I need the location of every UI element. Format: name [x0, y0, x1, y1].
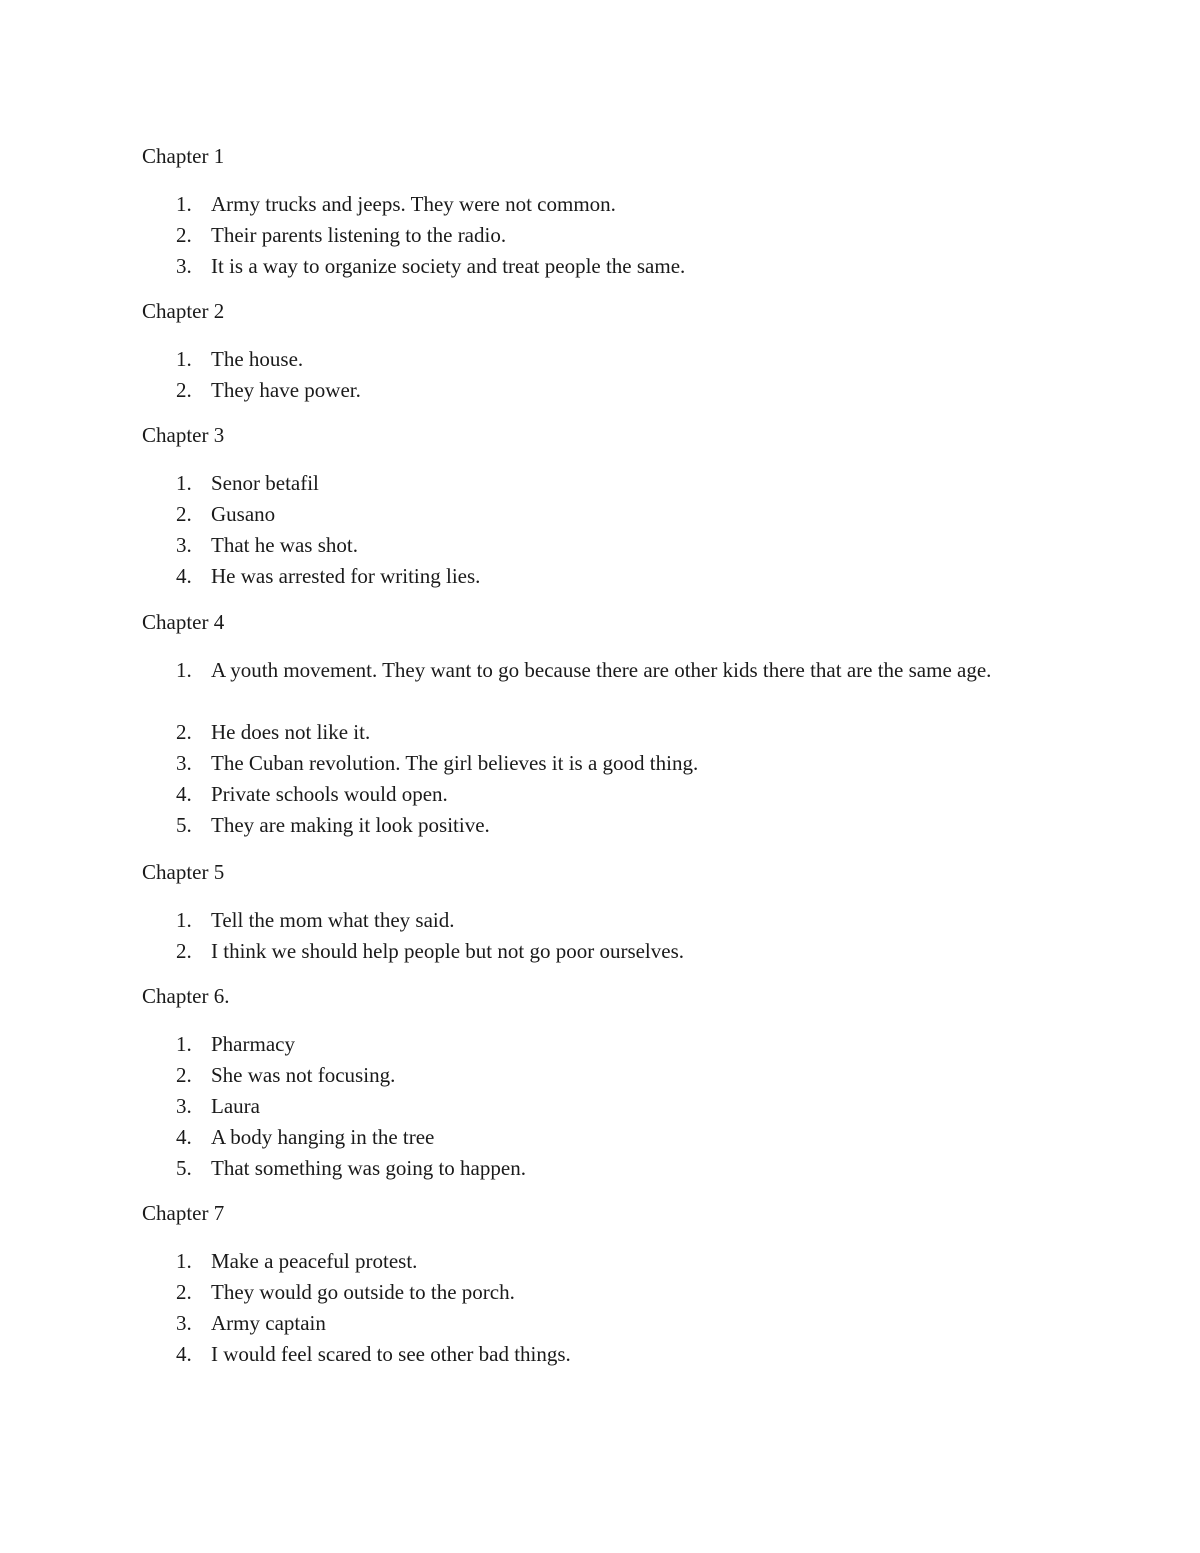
item-text: Senor betafil — [211, 471, 319, 495]
item-text: They have power. — [211, 378, 361, 402]
item-number: 1. — [176, 1032, 192, 1056]
item-text: The house. — [211, 347, 304, 371]
chapter-heading: Chapter 2 — [142, 299, 225, 323]
item-text: A youth movement. They want to go because there are other kids there that are the same age. — [211, 658, 992, 682]
item-number: 2. — [176, 1280, 192, 1304]
item-number: 3. — [176, 533, 192, 557]
item-text: They are making it look positive. — [211, 813, 490, 837]
item-number: 1. — [176, 192, 192, 216]
item-number: 2. — [176, 223, 192, 247]
chapter-heading: Chapter 6. — [142, 984, 230, 1008]
item-text: It is a way to organize society and treat people the same. — [211, 254, 686, 278]
item-text: That something was going to happen. — [211, 1156, 526, 1180]
item-number: 1. — [176, 658, 192, 682]
item-number: 5. — [176, 1156, 192, 1180]
item-number: 1. — [176, 347, 192, 371]
item-number: 2. — [176, 502, 192, 526]
item-text: Army trucks and jeeps. They were not common. — [211, 192, 616, 216]
item-number: 2. — [176, 378, 192, 402]
item-number: 3. — [176, 254, 192, 278]
item-number: 1. — [176, 471, 192, 495]
item-text: Army captain — [211, 1311, 326, 1335]
chapter-heading: Chapter 7 — [142, 1201, 225, 1225]
item-number: 3. — [176, 751, 192, 775]
item-number: 3. — [176, 1311, 192, 1335]
item-text: I think we should help people but not go poor ourselves. — [211, 939, 685, 963]
item-text: Tell the mom what they said. — [211, 908, 455, 932]
item-text: She was not focusing. — [211, 1063, 396, 1087]
item-text: He was arrested for writing lies. — [211, 564, 481, 588]
item-text: He does not like it. — [211, 720, 371, 744]
item-text: They would go outside to the porch. — [211, 1280, 515, 1304]
item-number: 4. — [176, 1342, 192, 1366]
chapter-heading: Chapter 4 — [142, 610, 225, 634]
item-text: Gusano — [211, 502, 276, 526]
chapter-heading: Chapter 5 — [142, 860, 225, 884]
item-text: Pharmacy — [211, 1032, 295, 1056]
item-text: Private schools would open. — [211, 782, 448, 806]
item-text: I would feel scared to see other bad things. — [211, 1342, 571, 1366]
item-number: 4. — [176, 782, 192, 806]
item-text: That he was shot. — [211, 533, 358, 557]
item-text: A body hanging in the tree — [211, 1125, 435, 1149]
item-text: Their parents listening to the radio. — [211, 223, 507, 247]
item-text: The Cuban revolution. The girl believes it is a good thing. — [211, 751, 699, 775]
item-number: 4. — [176, 564, 192, 588]
item-number: 5. — [176, 813, 192, 837]
item-number: 4. — [176, 1125, 192, 1149]
chapter-heading: Chapter 3 — [142, 423, 225, 447]
item-number: 2. — [176, 720, 192, 744]
item-number: 1. — [176, 1249, 192, 1273]
item-text: Laura — [211, 1094, 260, 1118]
item-number: 2. — [176, 939, 192, 963]
item-number: 2. — [176, 1063, 192, 1087]
item-number: 3. — [176, 1094, 192, 1118]
chapter-heading: Chapter 1 — [142, 144, 225, 168]
item-number: 1. — [176, 908, 192, 932]
item-text: Make a peaceful protest. — [211, 1249, 418, 1273]
